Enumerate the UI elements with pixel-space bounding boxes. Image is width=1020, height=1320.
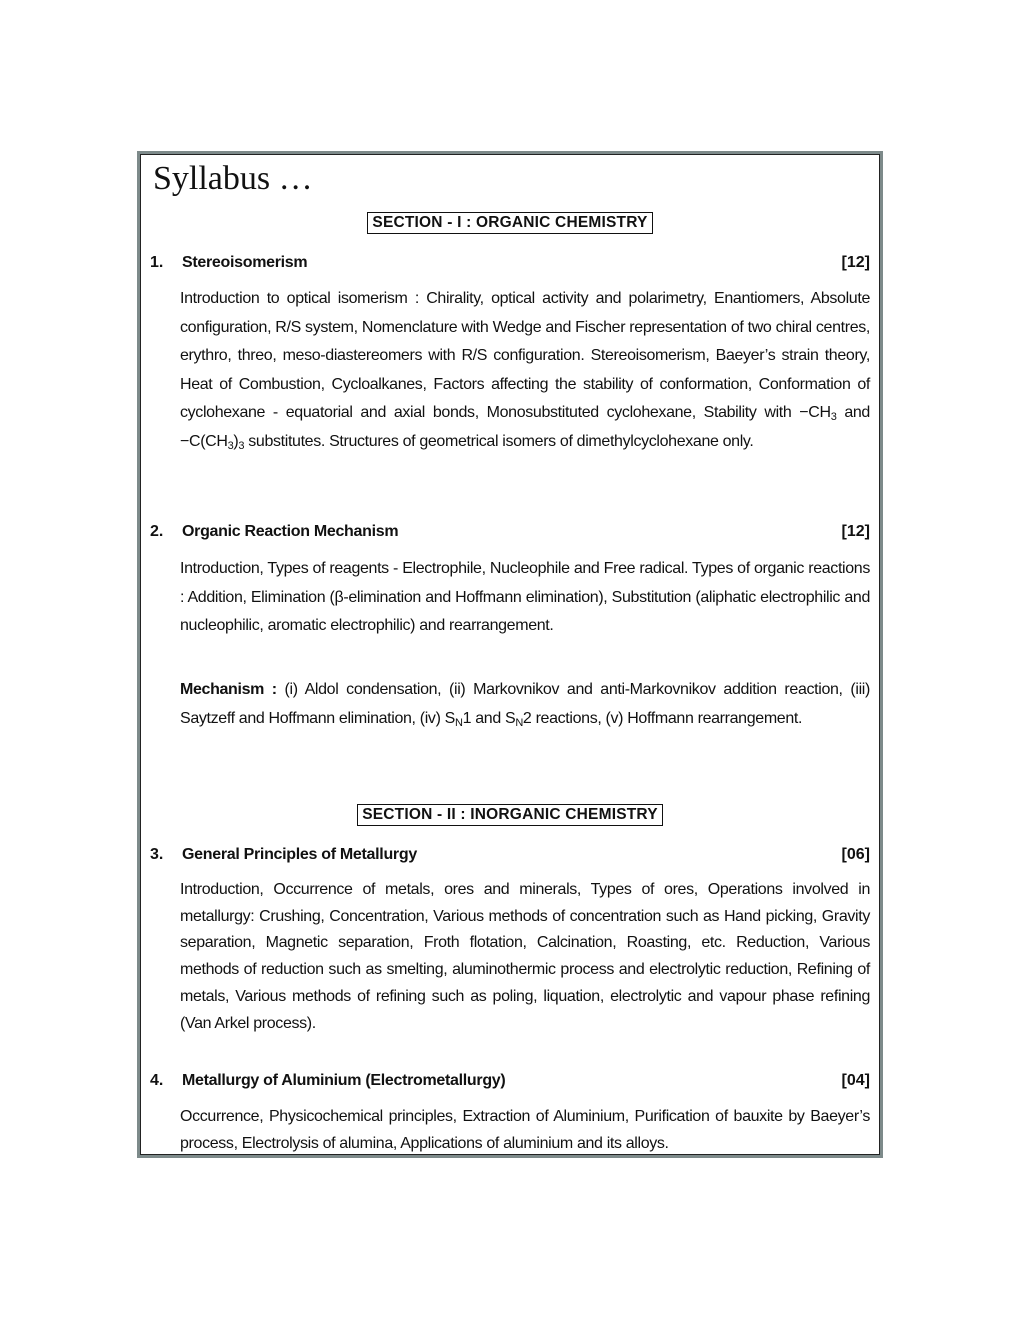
topic-description: Introduction, Occurrence of metals, ores and minerals, Types of ores, Operations involved in metallurgy: Crushing, Concentration, Various methods of concentration such as Hand picking, Gravity separation, Magnetic separation, Froth flotation, Calcination, Roasting, etc. Reduction, Various methods of reduction such as smelting, aluminothermic process and electrolytic reduction, Refining of metals, Various methods of refining such as poling, liquation, electrolytic and vapour phase refining (Van Arkel process). (180, 881, 870, 1032)
topic-number: 3. (150, 846, 164, 863)
topic-marks: [12] (841, 523, 870, 540)
topic-number: 2. (150, 523, 164, 540)
topic-title: Metallurgy of Aluminium (Electrometallurgy) (182, 1072, 506, 1089)
section-heading-label: SECTION - II : INORGANIC CHEMISTRY (357, 804, 663, 826)
description-text: and (844, 404, 870, 421)
description-text: Introduction to optical isomerism : Chirality, optical activity and polarimetry, Enantiomers, Absolute configuration, R/S system, Nomenclature with Wedge and Fischer representation of two chiral centres, erythro, threo, meso-diastereomers with R/S configuration. Stereoisomerism, Baeyer’s strain theory, Heat of Combustion, Cycloalkanes, Factors affecting the stability of conformation, Conformation of cyclohexane - equatorial and axial bonds, Monosubstituted cyclohexane, Stability with (180, 290, 870, 421)
topic-number: 1. (150, 254, 164, 271)
page-title: Syllabus … (153, 160, 313, 197)
topic-heading-stereoisomerism (150, 254, 870, 276)
topic-number: 4. (150, 1072, 164, 1089)
topic-heading-metallurgy-principles (150, 846, 870, 868)
chem-formula-ch3: $-CH_3$ (799, 404, 837, 423)
chem-formula-cch33: $-C(CH_3)_3$ (180, 432, 245, 452)
description-text: substitutes. Structures of geometrical isomers of dimethylcyclohexane only. (248, 432, 754, 450)
topic-description: Occurrence, Physicochemical principles, Extraction of Aluminium, Purification of bauxite by Baeyer’s process, Electrolysis of alumina, Applications of aluminium and its alloys. (180, 1108, 870, 1152)
syllabus-frame (137, 151, 883, 1158)
section-heading-organic (140, 212, 880, 234)
topic-description: Introduction, Types of reagents - Electrophile, Nucleophile and Free radical. Types of organic reactions : Addition, Elimination (β-elimination and Hoffmann elimination), Substitution (aliphatic electrophilic and nucleophilic, aromatic electrophilic) and rearrangement. (180, 560, 870, 634)
mechanism-label: Mechanism : (180, 681, 277, 698)
topic-description (180, 285, 870, 456)
topic-title: Organic Reaction Mechanism (182, 523, 399, 540)
topic-title: Stereoisomerism (182, 254, 308, 271)
section-heading-label: SECTION - I : ORGANIC CHEMISTRY (367, 212, 652, 234)
topic-heading-reaction-mechanism (150, 523, 870, 545)
topic-heading-aluminium (150, 1072, 870, 1094)
topic-marks: [12] (841, 254, 870, 271)
topic-marks: [06] (841, 846, 870, 863)
section-heading-inorganic (140, 804, 880, 826)
topic-marks: [04] (841, 1072, 870, 1089)
mechanism-list: Mechanism : (i) Aldol condensation, (ii) Markovnikov and anti-Markovnikov addition reaction, (iii) Saytzeff and Hoffmann elimination, (iv) $S_N1$ and $S_N2$ reactions, (v) Hoffmann rearrangement. (180, 681, 870, 729)
topic-title: General Principles of Metallurgy (182, 846, 417, 863)
